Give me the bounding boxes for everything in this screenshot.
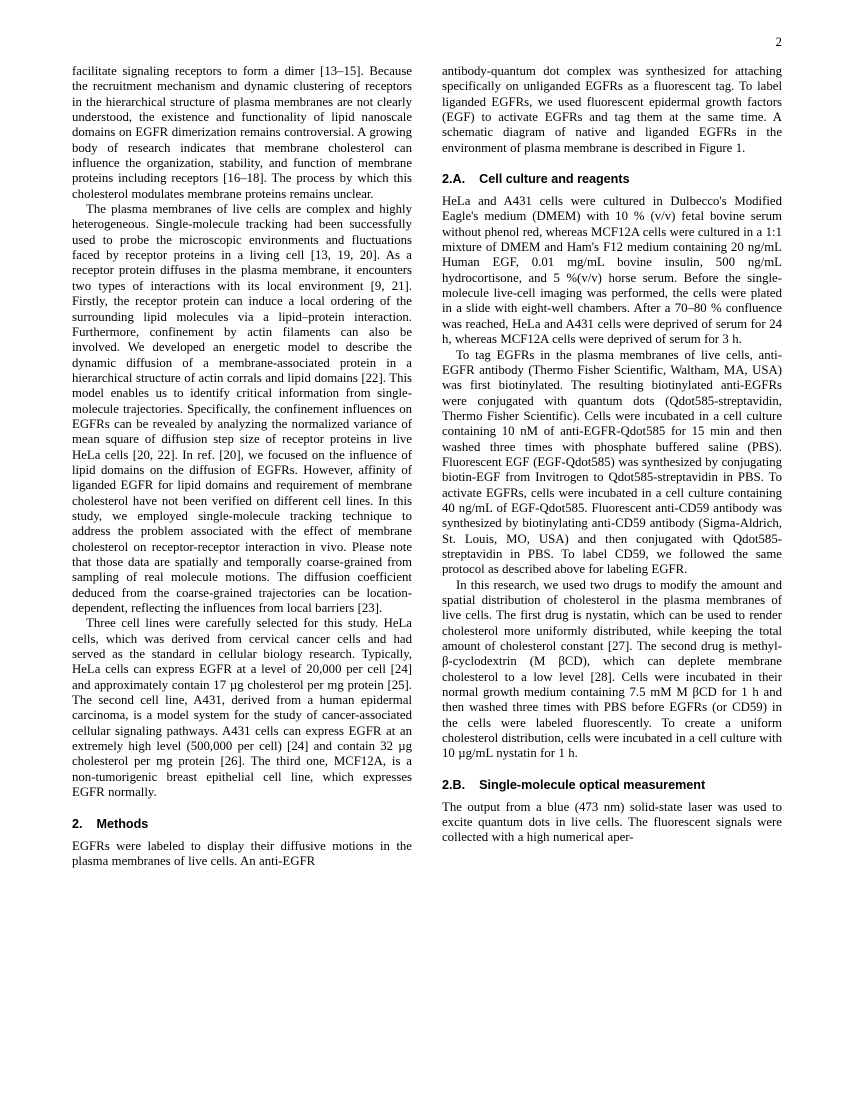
- section-number: 2.: [72, 816, 83, 831]
- section-title: Single-molecule optical measurement: [479, 777, 706, 792]
- body-paragraph: antibody-quantum dot complex was synthesized for attaching specifically on unliganded EGFRs as a fluorescent tag. To label liganded EGFRs, we used fluorescent epidermal growth factors (EGF) to activate EGFRs and tag them at the same time. A schematic diagram of native and liganded EGFRs in the environment of plasma membrane is described in Figure 1.: [442, 64, 782, 155]
- section-heading-optical-measurement: [442, 778, 782, 793]
- section-title: Methods: [96, 816, 149, 831]
- body-paragraph: In this research, we used two drugs to modify the amount and spatial distribution of cholesterol in the plasma membranes of live cells. The first drug is nystatin, which can be used to render cholesterol more uniformly distributed, while keeping the total amount of cholesterol constant [27]. The second drug is methyl-β-cyclodextrin (M βCD), which can deplete membrane cholesterol to a low level [28]. Cells were incubated in their normal growth medium containing 7.5 mM M βCD for 1 h and then washed three times with PBS before EGFRs (or CD59) in the cells were labeled fluorescently. To create a uniform cholesterol distribution, cells were incubated in a cell culture with 10 µg/mL nystatin for 1 h.: [442, 577, 782, 761]
- body-paragraph: To tag EGFRs in the plasma membranes of live cells, anti-EGFR antibody (Thermo Fisher Scientific, Waltham, MA, USA) was first biotinylated. The resulting biotinylated anti-EGFRs were conjugated with quantum dots (Qdot585-streptavidin, Thermo Fisher Scientific). Cells were incubated in a cell culture containing 10 nM of anti-EGFR-Qdot585 for 15 min and then washed three times with phosphate buffered saline (PBS). Fluorescent EGF (EGF-Qdot585) was synthesized by conjugating biotin-EGF from Invitrogen to Qdot585-streptavidin in PBS. To activate EGFRs, cells were incubated in a cell culture containing 40 ng/mL of EGF-Qdot585. Fluorescent anti-CD59 antibody was synthesized by biotinylating anti-CD59 antibody (Sigma-Aldrich, St. Louis, MO, USA) and then conjugated with Qdot585-streptavidin in PBS. To label CD59, we followed the same protocol as described above for labeling EGFR.: [442, 347, 782, 577]
- body-paragraph: The output from a blue (473 nm) solid-state laser was used to excite quantum dots in live cells. The fluorescent signals were collected with a high numerical aper-: [442, 799, 782, 845]
- left-column: [72, 64, 412, 869]
- body-paragraph: Three cell lines were carefully selected for this study. HeLa cells, which was derived from cervical cancer cells and had served as the standard in cellular biology research. Typically, HeLa cells can express EGFR at a level of 20,000 per cell [24] and approximately contain 17 µg cholesterol per mg protein [25]. The second cell line, A431, derived from a human epidermal carcinoma, is a model system for the study of cancer-associated cellular signaling pathways. A431 cells can express EGFR at an extremely high level (500,000 per cell) [24] and contain 32 µg cholesterol per mg protein [26]. The third one, MCF12A, is a non-tumorigenic breast epithelial cell line, which expresses EGFR normally.: [72, 616, 412, 800]
- section-heading-methods: [72, 817, 412, 832]
- section-heading-cell-culture: [442, 172, 782, 187]
- right-column: [442, 64, 782, 869]
- body-paragraph: EGFRs were labeled to display their diffusive motions in the plasma membranes of live cells. An anti-EGFR: [72, 838, 412, 868]
- body-paragraph: HeLa and A431 cells were cultured in Dulbecco's Modified Eagle's medium (DMEM) with 10 % (v/v) fetal bovine serum without phenol red, whereas MCF12A cells were cultured in a 1:1 mixture of DMEM and Ham's F12 medium containing 20 ng/mL Human EGF, 0.01 mg/mL bovine insulin, 500 ng/mL hydrocortisone, and 5 %(v/v) horse serum. Before the single-molecule live-cell imaging was performed, the cells were plated in a slide with eight-well chambers. After a 70–80 % confluence was reached, HeLa and A431 cells were deprived of serum for 24 h, whereas MCF12A cells were deprived of serum for 3 h.: [442, 194, 782, 347]
- body-paragraph: facilitate signaling receptors to form a dimer [13–15]. Because the recruitment mechanism and dynamic clustering of receptors in the hierarchical structure of plasma membranes are not clearly understood, the existence and functionality of lipid nanoscale domains on EGFR dimerization remains controversial. A growing body of research indicates that membrane cholesterol can influence the organization, stability, and function of membrane proteins including receptors [16–18]. The process by which this cholesterol modulates membrane proteins remains unclear.: [72, 64, 412, 201]
- page-number: 2: [775, 34, 782, 49]
- section-number: 2.A.: [442, 172, 466, 187]
- two-column-layout: [72, 64, 782, 869]
- section-title: Cell culture and reagents: [479, 172, 630, 187]
- body-paragraph: The plasma membranes of live cells are complex and highly heterogeneous. Single-molecule tracking had been successfully used to probe the microscopic environments and fluctuations faced by receptor proteins in a living cell [13, 19, 20]. As a receptor protein diffuses in the plasma membrane, it encounters two types of interactions with its local environment [9, 21]. Firstly, the receptor protein can induce a local ordering of the surrounding lipid molecules via a lipid–protein interaction. Furthermore, confinement by actin filaments can also be involved. We developed an energetic model to describe the dynamic diffusion of a membrane-associated protein in a hierarchical structure of actin corrals and lipid domains [22]. This model enables us to identify critical information from single-molecule trajectories. Specifically, the confinement influences on EGFRs can be revealed by analyzing the normalized variance of mean square of diffusion step size of receptor proteins in live HeLa cells [20, 22]. In ref. [20], we focused on the influence of lipid domains on the diffusion of EGFRs. However, affinity of liganded EGFR for lipid domains and requirement of membrane cholesterol have not been verified on different cell lines. In this study, we employed single-molecule tracking technique to address the problem associated with the effect of membrane cholesterol on receptor-receptor interaction in vivo. Please note that those data are spatially and temporally coarse-grained from sampling of real molecule motions. The diffusion coefficient deduced from the coarse-grained trajectories can be location-dependent, reflecting the influences from local barriers [23].: [72, 202, 412, 616]
- section-number: 2.B.: [442, 777, 466, 792]
